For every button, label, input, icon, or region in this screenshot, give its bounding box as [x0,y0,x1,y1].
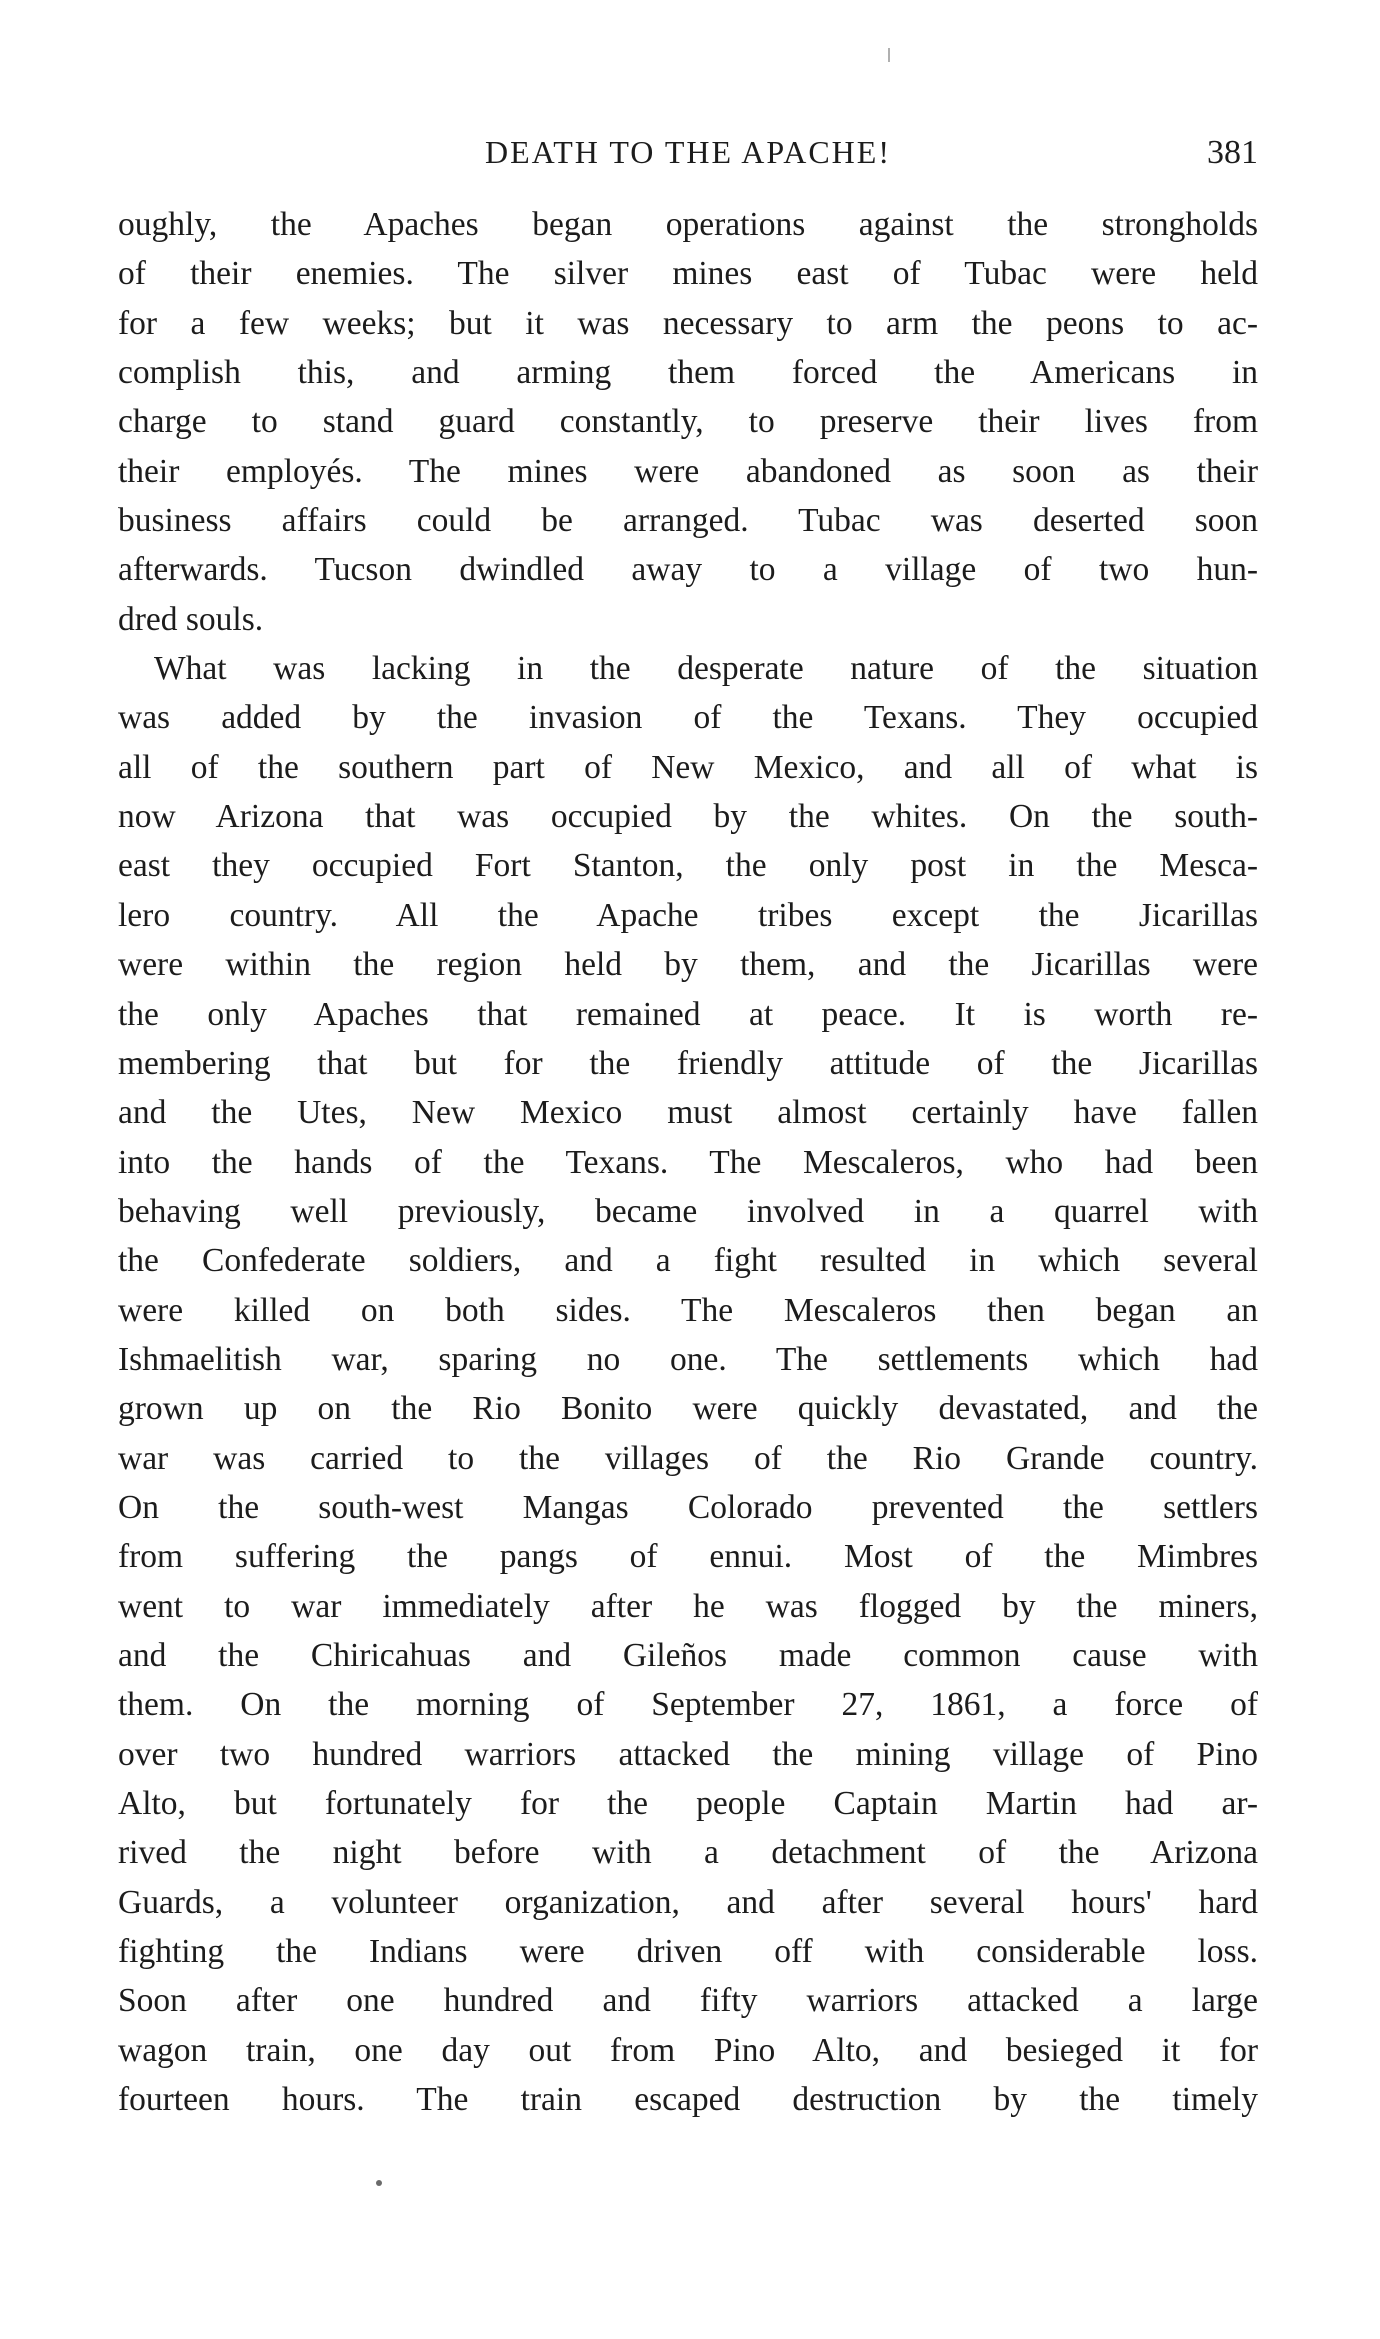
text-line: Guards, a volunteer organization, and after several hours' hard [118,1883,1258,1921]
text-line: complish this, and arming them forced the Americans in [118,354,1258,392]
text-line: membering that but for the friendly attitude of the Jicarillas [118,1044,1258,1082]
text-line: lero country. All the Apache tribes except the Jicarillas [118,896,1258,934]
text-line: charge to stand guard constantly, to preserve their lives from [118,403,1258,441]
text-line: went to war immediately after he was flogged by the miners, [118,1587,1258,1625]
text-line: fourteen hours. The train escaped destruction by the timely [118,2081,1258,2119]
text-line: were within the region held by them, and the Jicarillas were [118,946,1258,984]
text-line: over two hundred warriors attacked the mining village of Pino [118,1735,1258,1773]
text-line: all of the southern part of New Mexico, and all of what is [118,748,1258,786]
text-line: of their enemies. The silver mines east of Tubac were held [118,255,1258,293]
text-line: wagon train, one day out from Pino Alto, and besieged it for [118,2031,1258,2069]
print-speck [376,2180,382,2186]
running-head: DEATH TO THE APACHE! [485,134,891,170]
text-line: Ishmaelitish war, sparing no one. The settlements which had [118,1340,1258,1378]
text-line: them. On the morning of September 27, 1861, a force of [118,1686,1258,1724]
text-line: On the south-west Mangas Colorado prevented the settlers [118,1488,1258,1526]
text-line: and the Utes, New Mexico must almost certainly have fallen [118,1094,1258,1132]
text-line: was added by the invasion of the Texans. They occupied [118,699,1258,737]
text-line: and the Chiricahuas and Gileños made common cause with [118,1636,1258,1674]
text-line: the Confederate soldiers, and a fight resulted in which several [118,1242,1258,1280]
text-line: now Arizona that was occupied by the whites. On the south- [118,798,1258,836]
text-line: dred souls. [118,600,264,638]
page-number: 381 [1207,134,1258,171]
text-line: afterwards. Tucson dwindled away to a village of two hun- [118,551,1258,589]
text-line: for a few weeks; but it was necessary to arm the peons to ac- [118,304,1258,342]
text-line: fighting the Indians were driven off with considerable loss. [118,1933,1258,1971]
text-line: rived the night before with a detachment of the Arizona [118,1834,1258,1872]
text-line: into the hands of the Texans. The Mescaleros, who had been [118,1143,1258,1181]
text-line: oughly, the Apaches began operations against the strongholds [118,206,1258,243]
print-speck [888,48,890,62]
body-text [118,200,1258,2124]
text-line: east they occupied Fort Stanton, the only post in the Mesca- [118,847,1258,885]
text-line: grown up on the Rio Bonito were quickly devastated, and the [118,1390,1258,1428]
text-line: Alto, but fortunately for the people Captain Martin had ar- [118,1785,1258,1822]
text-line: their employés. The mines were abandoned as soon as their [118,452,1258,490]
text-line: behaving well previously, became involved in a quarrel with [118,1192,1258,1230]
text-line: from suffering the pangs of ennui. Most of the Mimbres [118,1538,1258,1576]
text-line: business affairs could be arranged. Tubac was deserted soon [118,502,1258,540]
text-line: the only Apaches that remained at peace. It is worth re- [118,995,1258,1033]
text-line: What was lacking in the desperate nature of the situation [154,650,1258,688]
text-line: were killed on both sides. The Mescaleros then began an [118,1291,1258,1329]
text-line: war was carried to the villages of the Rio Grande country. [118,1439,1258,1477]
text-line: Soon after one hundred and fifty warriors attacked a large [118,1982,1258,2020]
page-header [118,128,1258,178]
